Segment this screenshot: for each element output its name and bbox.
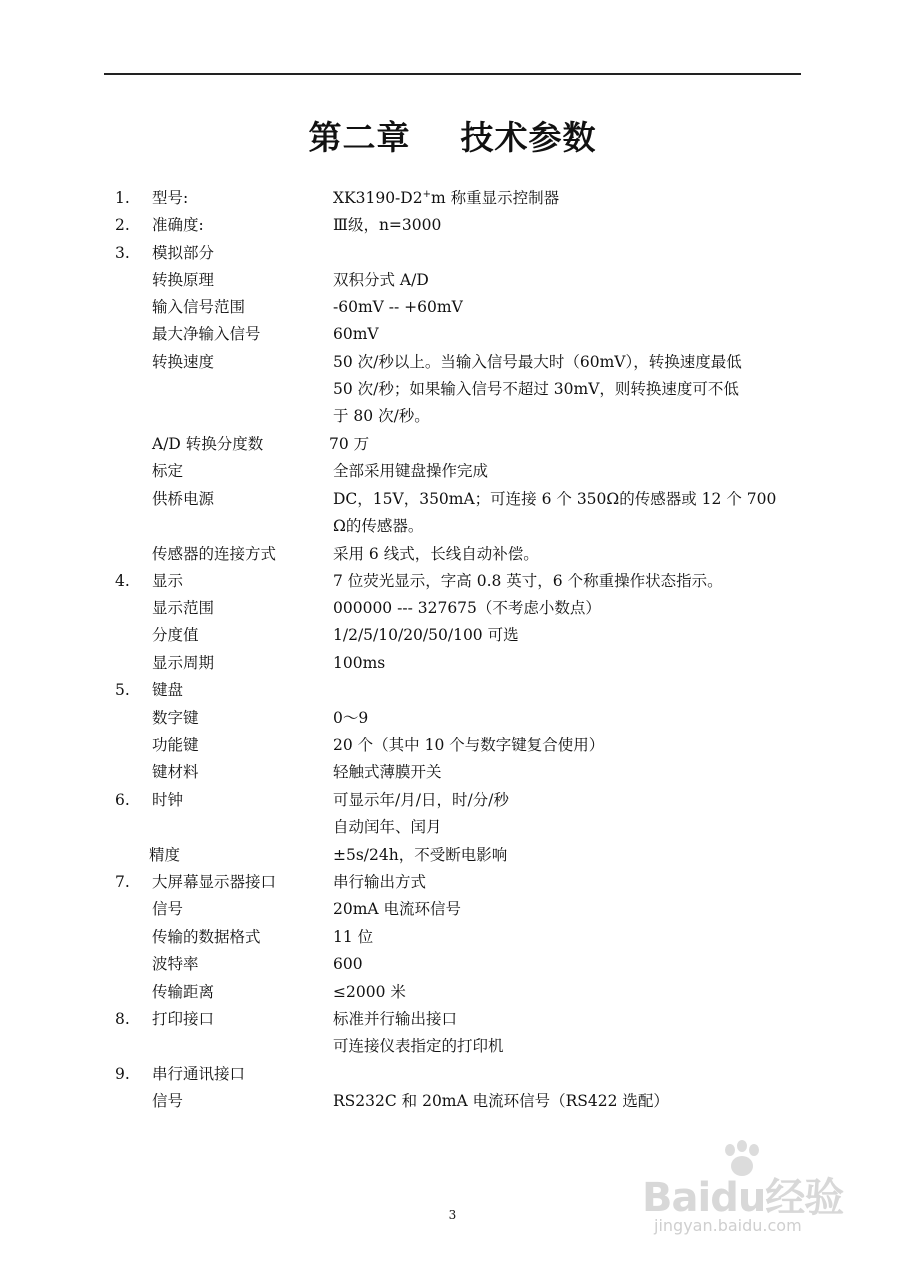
item-label: 大屏幕显示器接口 — [152, 873, 277, 891]
item-label: 串行通讯接口 — [152, 1065, 246, 1083]
item-value: 采用 6 线式，长线自动补偿。 — [333, 545, 539, 563]
item-label: 型号: — [152, 189, 189, 207]
item-label: 转换原理 — [152, 271, 215, 289]
item-label: 分度值 — [152, 626, 199, 644]
item-label: 显示周期 — [152, 654, 215, 672]
item-value-line: 可连接仪表指定的打印机 — [333, 1037, 504, 1055]
item-value-line: 自动闰年、闰月 — [333, 818, 442, 836]
item-label: 传输距离 — [152, 983, 215, 1001]
item-value-line: 标准并行输出接口 — [333, 1010, 458, 1028]
item-value: 70 万 — [329, 435, 370, 453]
item-label: 标定 — [152, 462, 184, 480]
watermark-url: jingyan.baidu.com — [654, 1216, 802, 1235]
item-label: 输入信号范围 — [152, 298, 246, 316]
item-label: 准确度: — [152, 216, 204, 234]
item-label: 显示 — [152, 572, 184, 590]
item-value: 20mA 电流环信号 — [333, 900, 462, 918]
item-value: 1/2/5/10/20/50/100 可选 — [333, 626, 519, 644]
item-label: 供桥电源 — [152, 490, 215, 508]
item-label: A/D 转换分度数 — [152, 435, 264, 453]
item-label: 显示范围 — [152, 599, 215, 617]
item-value: -60mV -- +60mV — [333, 298, 463, 316]
item-label: 信号 — [152, 900, 184, 918]
item-label: 信号 — [152, 1092, 184, 1110]
header-rule — [104, 73, 801, 75]
item-value-line: 50 次/秒；如果输入信号不超过 30mV，则转换速度可不低 — [333, 380, 739, 398]
item-value: 串行输出方式 — [333, 873, 427, 891]
item-number: 3. — [115, 244, 130, 262]
item-label: 转换速度 — [152, 353, 215, 371]
item-value: Ⅲ级，n=3000 — [333, 216, 442, 234]
item-value: 0～9 — [333, 709, 369, 727]
item-value: ±5s/24h，不受断电影响 — [333, 846, 508, 864]
item-label: 打印接口 — [152, 1010, 215, 1028]
watermark-logo: Baidu经验 — [642, 1175, 844, 1221]
item-number: 4. — [115, 572, 130, 590]
item-value: 60mV — [333, 325, 379, 343]
item-label: 键盘 — [152, 681, 184, 699]
item-value: 轻触式薄膜开关 — [333, 763, 442, 781]
item-number: 2. — [115, 216, 130, 234]
chapter-title: 技术参数 — [460, 118, 597, 157]
item-label: 精度 — [149, 846, 181, 864]
item-label: 波特率 — [152, 955, 199, 973]
item-number: 6. — [115, 791, 130, 809]
baidu-watermark — [642, 1140, 862, 1245]
item-label: 键材料 — [152, 763, 199, 781]
item-value: 000000 --- 327675（不考虑小数点） — [333, 599, 601, 617]
item-value: 11 位 — [333, 928, 374, 946]
item-value: 双积分式 A/D — [333, 271, 429, 289]
item-label: 数字键 — [152, 709, 199, 727]
item-label: 时钟 — [152, 791, 184, 809]
item-label: 功能键 — [152, 736, 199, 754]
item-value-line: 可显示年/月/日，时/分/秒 — [333, 791, 509, 809]
item-value-line: 于 80 次/秒。 — [333, 407, 430, 425]
item-value: 100ms — [333, 654, 386, 672]
item-value: ≤2000 米 — [333, 983, 406, 1001]
item-value: 全部采用键盘操作完成 — [333, 462, 489, 480]
item-number: 9. — [115, 1065, 130, 1083]
item-value: 7 位荧光显示，字高 0.8 英寸，6 个称重操作状态指示。 — [333, 572, 723, 590]
item-value-line: DC，15V，350mA；可连接 6 个 350Ω的传感器或 12 个 700 — [333, 490, 777, 508]
chapter-number: 第二章 — [308, 118, 411, 157]
item-label: 传感器的连接方式 — [152, 545, 277, 563]
item-value-line: Ω的传感器。 — [333, 517, 424, 535]
item-value: 20 个（其中 10 个与数字键复合使用） — [333, 736, 605, 754]
item-value: XK3190-D2+m 称重显示控制器 — [333, 188, 560, 207]
item-value: RS232C 和 20mA 电流环信号（RS422 选配） — [333, 1092, 669, 1110]
page-title — [0, 112, 905, 159]
item-label: 最大净输入信号 — [152, 325, 261, 343]
item-number: 7. — [115, 873, 130, 891]
item-label: 传输的数据格式 — [152, 928, 261, 946]
item-value: 600 — [333, 955, 363, 973]
page-number: 3 — [448, 1208, 457, 1222]
item-value-line: 50 次/秒以上。当输入信号最大时（60mV），转换速度最低 — [333, 353, 742, 371]
item-label: 模拟部分 — [152, 244, 215, 262]
item-number: 5. — [115, 681, 130, 699]
item-number: 1. — [115, 189, 130, 207]
item-number: 8. — [115, 1010, 130, 1028]
